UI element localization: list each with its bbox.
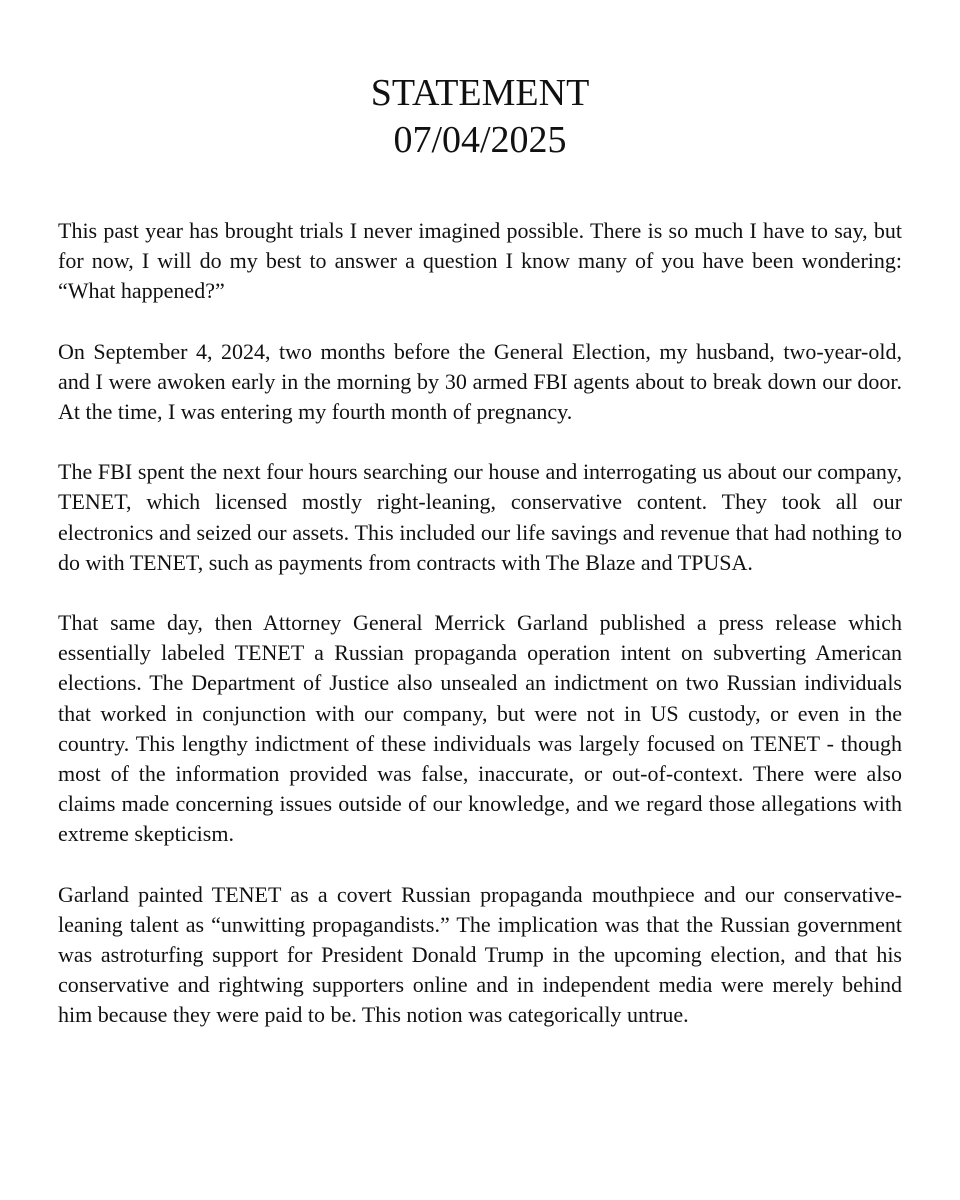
paragraph-intro: This past year has brought trials I never imagined possible. There is so much I have to say, but for now, I will do my best to answer a question I know many of you have been wondering: “What happened?” xyxy=(58,218,902,304)
document-title: STATEMENT xyxy=(370,72,590,114)
title-block xyxy=(58,70,902,164)
paragraph-garland: Garland painted TENET as a covert Russian propaganda mouthpiece and our conservative-leaning talent as “unwitting propagandists.” The implication was that the Russian government was astroturfing support for President Donald Trump in the upcoming election, and that his conservative and rightwing supporters online and in independent media were merely behind him because they were paid to be. This notion was categorically untrue. xyxy=(58,881,902,1028)
paragraph-search: The FBI spent the next four hours searching our house and interrogating us about our company, TENET, which licensed mostly right-leaning, conservative content. They took all our electronics and seized our assets. This included our life savings and revenue that had nothing to do with TENET, such as payments from contracts with The Blaze and TPUSA. xyxy=(58,459,902,575)
document-date: 07/04/2025 xyxy=(393,119,567,161)
paragraph-raid: On September 4, 2024, two months before the General Election, my husband, two-year-old, and I were awoken early in the morning by 30 armed FBI agents about to break down our door. At the time, I was entering my fourth month of pregnancy. xyxy=(58,338,902,425)
statement-document xyxy=(58,70,902,1061)
paragraph-press-release: That same day, then Attorney General Merrick Garland published a press release which essentially labeled TENET a Russian propaganda operation intent on subverting American elections. The Department of Justice also unsealed an indictment on two Russian individuals that worked in conjunction with our company, but were not in US custody, or even in the country. This lengthy indictment of these individuals was largely focused on TENET - though most of the information provided was false, inaccurate, or out-of-context. There were also claims made concerning issues outside of our knowledge, and we regard those allegations with extreme skepticism. xyxy=(58,610,902,847)
